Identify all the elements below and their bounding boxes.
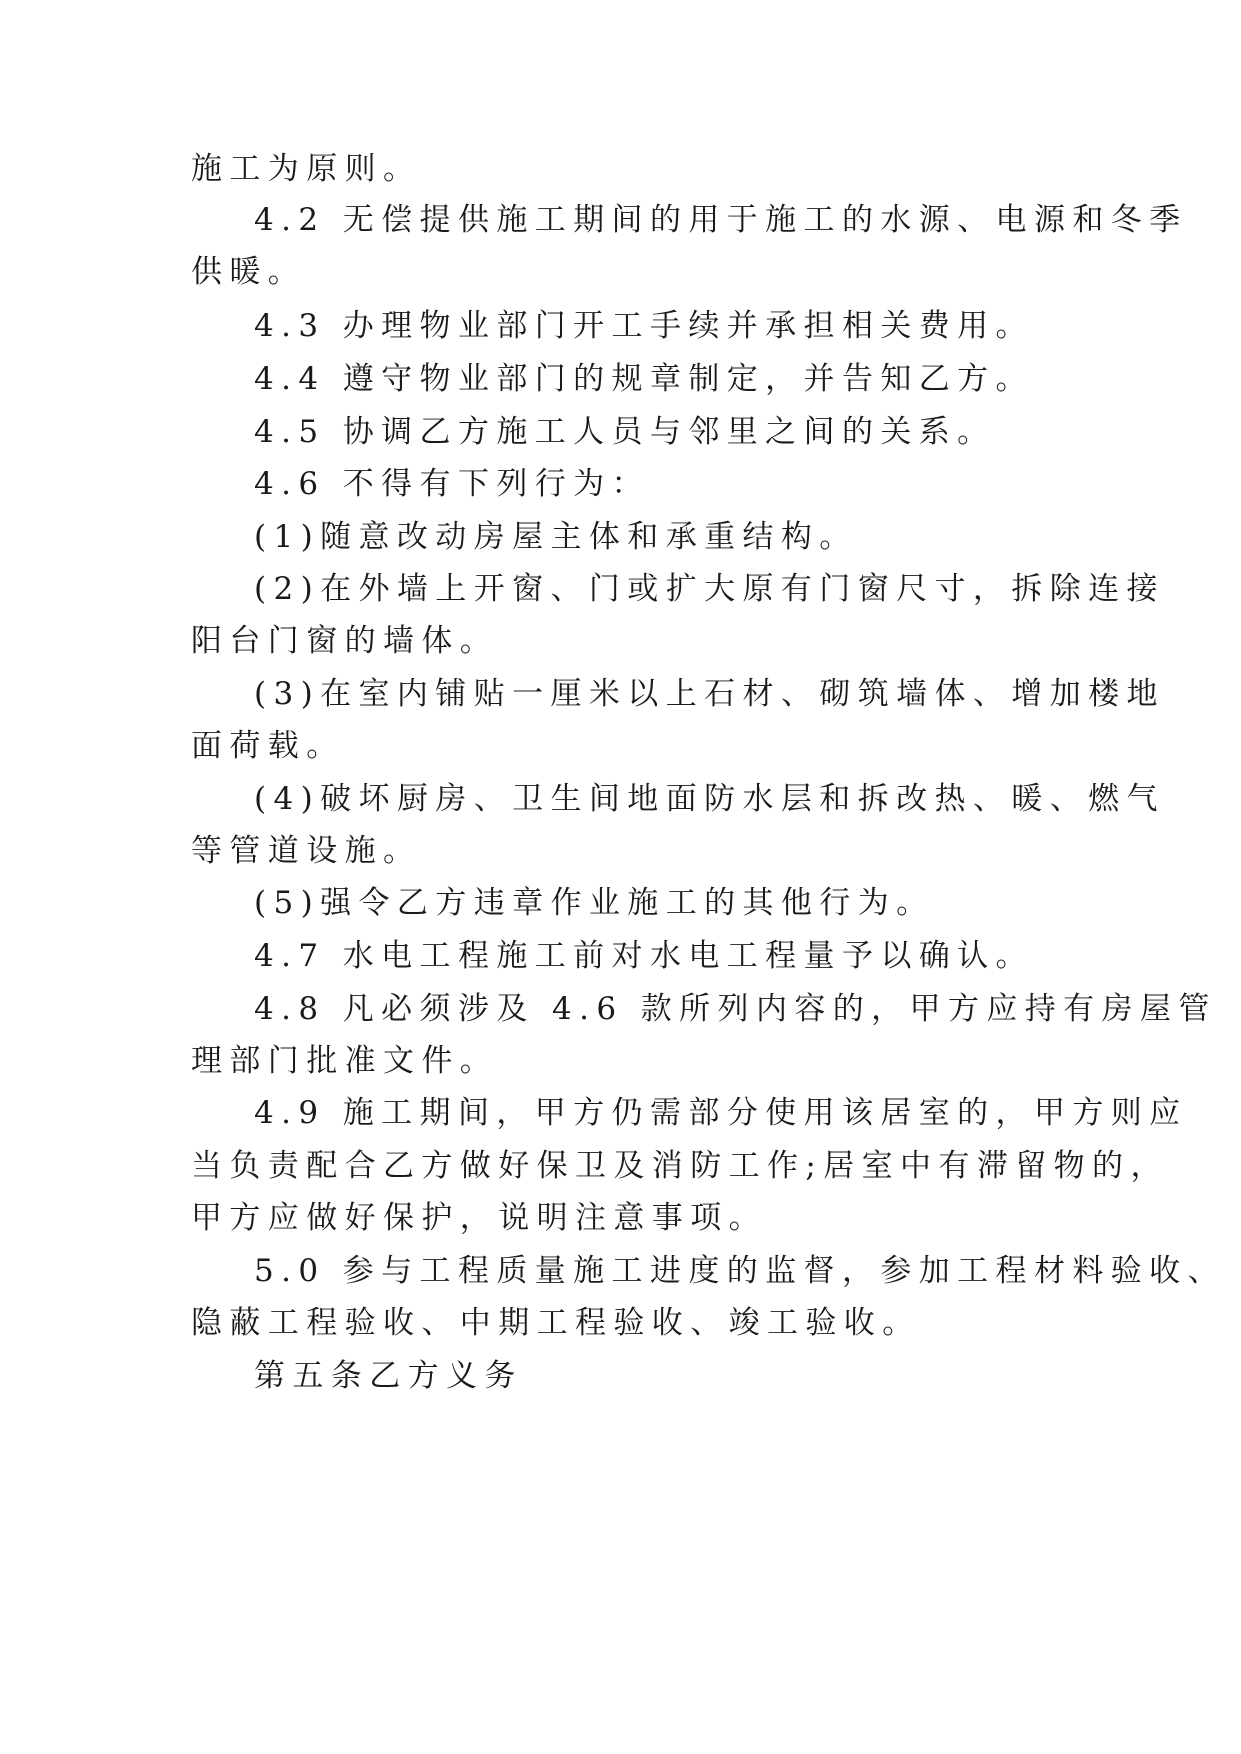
text-line: 阳台门窗的墙体。 <box>191 623 499 659</box>
clause-5-0: 5.0 参与工程质量施工进度的监督，参加工程材料验收、 <box>254 1253 1226 1289</box>
item-2: (2)在外墙上开窗、门或扩大原有门窗尺寸，拆除连接 <box>254 571 1165 607</box>
clause-4-7: 4.7 水电工程施工前对水电工程量予以确认。 <box>254 938 1034 974</box>
clause-4-4: 4.4 遵守物业部门的规章制定，并告知乙方。 <box>254 361 1034 397</box>
item-5: (5)强令乙方违章作业施工的其他行为。 <box>254 885 935 921</box>
text-line: 面荷载。 <box>191 728 345 764</box>
text-line: 供暖。 <box>191 254 307 290</box>
item-3: (3)在室内铺贴一厘米以上石材、砌筑墙体、增加楼地 <box>254 676 1165 712</box>
text-line: 当负责配合乙方做好保卫及消防工作;居室中有滞留物的， <box>191 1148 1169 1184</box>
item-1: (1)随意改动房屋主体和承重结构。 <box>254 519 858 555</box>
text-line: 等管道设施。 <box>191 833 422 869</box>
text-line: 理部门批准文件。 <box>191 1043 499 1079</box>
text-line: 施工为原则。 <box>191 151 422 187</box>
clause-4-5: 4.5 协调乙方施工人员与邻里之间的关系。 <box>254 414 996 450</box>
section-heading: 第五条乙方义务 <box>254 1358 523 1394</box>
clause-4-9: 4.9 施工期间，甲方仍需部分使用该居室的，甲方则应 <box>254 1095 1188 1131</box>
clause-4-8: 4.8 凡必须涉及 4.6 款所列内容的，甲方应持有房屋管 <box>254 991 1217 1027</box>
clause-4-3: 4.3 办理物业部门开工手续并承担相关费用。 <box>254 308 1034 344</box>
item-4: (4)破坏厨房、卫生间地面防水层和拆改热、暖、燃气 <box>254 781 1165 817</box>
text-line: 隐蔽工程验收、中期工程验收、竣工验收。 <box>191 1305 921 1341</box>
clause-4-2: 4.2 无偿提供施工期间的用于施工的水源、电源和冬季 <box>254 202 1188 238</box>
clause-4-6: 4.6 不得有下列行为： <box>254 466 650 502</box>
text-line: 甲方应做好保护，说明注意事项。 <box>191 1200 767 1236</box>
